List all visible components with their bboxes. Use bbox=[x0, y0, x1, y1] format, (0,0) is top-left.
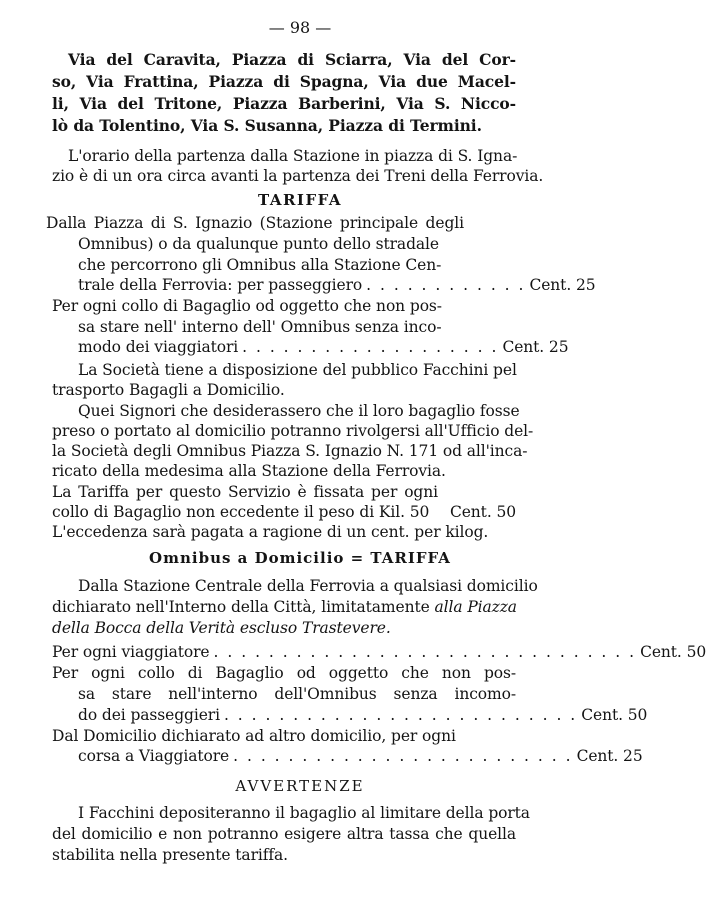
dot-leader: . . . . . . . . . . . . . . . . . . . . . . . . . bbox=[233, 747, 573, 765]
tariffa-line-3: che percorrono gli Omnibus alla Stazione Cen- bbox=[78, 256, 442, 274]
avvertenze-line-3: stabilita nella presente tariffa. bbox=[52, 846, 288, 864]
domicilio-line-1: Quei Signori che desiderassero che il loro bagaglio fosse bbox=[78, 402, 520, 420]
domicilio-line-4: ricato della medesima alla Stazione della Ferrovia. bbox=[52, 462, 446, 480]
facchini-line-1: La Società tiene a disposizione del pubblico Facchini pel bbox=[78, 361, 517, 379]
omnibus-line-8: Dal Domicilio dichiarato ad altro domicilio, per ogni bbox=[52, 727, 456, 745]
facchini-line-2: trasporto Bagagli a Domicilio. bbox=[52, 381, 285, 399]
omnibus-line-7 bbox=[78, 705, 648, 725]
tariffa-line-7 bbox=[78, 337, 569, 357]
orario-line-1: L'orario della partenza dalla Stazione in piazza di S. Igna- bbox=[68, 147, 518, 165]
viaggiatore-fare-price: Cent. 50 bbox=[640, 643, 706, 661]
dot-leader: . . . . . . . . . . . . bbox=[366, 276, 526, 294]
dot-leader: . . . . . . . . . . . . . . . . . . . . . . . . . . . . . . . bbox=[213, 643, 637, 661]
streets-line-3: li, Via del Tritone, Piazza Barberini, Via S. Nicco- bbox=[52, 94, 516, 113]
domicilio-line-2: preso o portato al domicilio potranno rivolgersi all'Ufficio del- bbox=[52, 422, 534, 440]
omnibus-line-3: della Bocca della Verità escluso Trastevere. bbox=[52, 619, 391, 637]
dot-leader: . . . . . . . . . . . . . . . . . . . bbox=[242, 338, 499, 356]
omnibus-line-2b: alla Piazza bbox=[434, 598, 517, 616]
domicilio-line-3: la Società degli Omnibus Piazza S. Ignazio N. 171 od all'inca- bbox=[52, 442, 528, 460]
tariffa-heading: TARIFFA bbox=[257, 191, 343, 209]
omnibus-line-6: sa stare nell'interno dell'Omnibus senza incomo- bbox=[78, 685, 516, 703]
corsa-fare-price: Cent. 25 bbox=[576, 747, 643, 765]
avvertenze-line-1: I Facchini depositeranno il bagaglio al limitare della porta bbox=[78, 804, 530, 822]
omnibus-line-5: Per ogni collo di Bagaglio od oggetto che non pos- bbox=[52, 664, 516, 682]
tariffa-line-5: Per ogni collo di Bagaglio od oggetto che non pos- bbox=[52, 297, 442, 315]
page-number: — 98 — bbox=[268, 18, 332, 37]
orario-line-2: zio è di un ora circa avanti la partenza dei Treni della Ferrovia. bbox=[52, 167, 544, 185]
corsa-fare-label: corsa a Viaggiatore bbox=[78, 747, 230, 765]
omnibus-line-9 bbox=[78, 746, 643, 766]
streets-line-4: lò da Tolentino, Via S. Susanna, Piazza di Termini. bbox=[52, 116, 482, 135]
kil-price: Cent. 50 bbox=[449, 503, 516, 521]
tariffa-line-1: Dalla Piazza di S. Ignazio (Stazione principale degli bbox=[46, 214, 464, 232]
kil-label: collo di Bagaglio non eccedente il peso di Kil. 50 bbox=[52, 503, 430, 521]
omnibus-line-4 bbox=[52, 642, 706, 662]
passeggieri-fare-price: Cent. 50 bbox=[581, 706, 648, 724]
passeggieri-fare-label: do dei passeggieri bbox=[78, 706, 220, 724]
omnibus-line-2a: dichiarato nell'Interno della Città, limitatamente bbox=[52, 598, 435, 616]
passenger-fare-label: trale della Ferrovia: per passeggiero bbox=[78, 276, 363, 294]
avvertenze-line-2: del domicilio e non potranno esigere altra tassa che quella bbox=[52, 825, 516, 843]
omnibus-line-1: Dalla Stazione Centrale della Ferrovia a qualsiasi domicilio bbox=[78, 577, 538, 595]
avvertenze-heading: AVVERTENZE bbox=[235, 777, 365, 795]
viaggiatore-fare-label: Per ogni viaggiatore bbox=[52, 643, 210, 661]
tariffa-servizio-line-2 bbox=[52, 502, 516, 522]
luggage-fare-label: modo dei viaggiatori bbox=[78, 338, 239, 356]
tariffa-line-6: sa stare nell' interno dell' Omnibus senza inco- bbox=[78, 318, 442, 336]
tariffa-line-4 bbox=[78, 275, 596, 295]
eccedenza-line: L'eccedenza sarà pagata a ragione di un cent. per kilog. bbox=[52, 523, 489, 541]
passenger-fare-price: Cent. 25 bbox=[529, 276, 596, 294]
streets-line-1: Via del Caravita, Piazza di Sciarra, Via del Cor- bbox=[68, 50, 516, 69]
streets-line-2: so, Via Frattina, Piazza di Spagna, Via due Macel- bbox=[52, 72, 516, 91]
omnibus-line-2 bbox=[52, 597, 517, 617]
tariffa-line-2: Omnibus) o da qualunque punto dello stradale bbox=[78, 235, 439, 253]
tariffa-servizio-line-1: La Tariffa per questo Servizio è fissata per ogni bbox=[52, 483, 438, 501]
dot-leader: . . . . . . . . . . . . . . . . . . . . . . . . . . bbox=[223, 706, 578, 724]
omnibus-domicilio-heading: Omnibus a Domicilio = TARIFFA bbox=[149, 549, 451, 567]
luggage-fare-price: Cent. 25 bbox=[502, 338, 569, 356]
